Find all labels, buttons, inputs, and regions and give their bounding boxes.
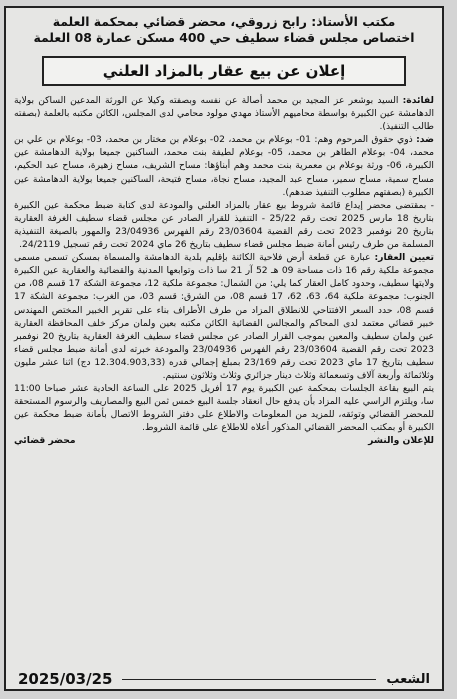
- footer-divider: [122, 679, 376, 680]
- paragraph-text: ذوي حقوق المرحوم وهم: 01- بوعلام بن محمد، 02- بوعلام بن مختار بن محمد، 03- بوعلام بن علي بن محمد، 04- بوعلام الطاهر بن محمد، 05- بوعلام لطيفة بنت محمد، الساكنين جميعا بولاية الدهامشة عين الكبيرة، 06- ورثة بوعلام بن معمرية بنت محمد وهم أبناؤها: مساح الشريف، مساح زهيرة، مساح عبد الحكيم، مساح سمية، مساح سمير، مساح عبد المجيد، مساح نجاة، مساح فتيحة، الساكنين جميعا بولاية الدهامشة عين الكبيرة (بصفتهم مطلوب التنفيذ ضدهم).: [14, 134, 434, 198]
- notice-title: إعلان عن بيع عقار بالمزاد العلني: [42, 56, 406, 86]
- paragraph-label: تعيين العقار:: [374, 252, 434, 264]
- publication-date: 2025/03/25: [18, 670, 113, 688]
- paragraph-beneficiary: [14, 94, 434, 133]
- publication-note: للإعلان والنشر: [368, 435, 434, 447]
- paragraph-property: [14, 251, 434, 382]
- newspaper-footer: [4, 667, 444, 691]
- paragraph-text: عبارة عن قطعة أرض فلاحية الكائنة بإقليم بلدية الدهامشة والمسماة بمسكن تسمى مسمى مجموعة ملكية رقم 16 ذات مساحة 09 هـ 52 آر 21 سا ذات وتوابعها المدنية والقضائية والعقارية عين الكبيرة ولايتها سطيف، وحدود كامل العقار كما يلي: من الشمال: مجموعة ملكية 12، مجموعة الشكة 17 قسم 08، من الجنوب: مجموعة ملكية 64، 63، 62، 17 قسم 08، من الشرق: قسم 03، من الغرب: مجموعة الشكة 17 قسم 08، حدد السعر الافتتاحي للانطلاق المزاد من طرف الأطراف بناء على تقرير الخبير المختص المهندس خبير قضائي معتمد لدى المحاكم والمجالس القضائية الكائن مكتبه بعين ولمان مركز خلف المحافظة العقارية عين ولمان سطيف والمعين بموجب القرار الصادر عن مجلس قضاء سطيف الغرفة العقارية بتاريخ 20 نوفمبر 2023 تحت رقم القضية 23/03604 رقم الفهرس 23/04936 والمودعة خبرته لدى أمانة ضبط مجلس قضاء سطيف بتاريخ 17 ماي 2023 تحت رقم 23/169 بمبلغ إجمالي قدره (12.304.903,33 دج) اثنا عشر مليون وثلاثمائة وأربعة آلاف وتسعمائة وثلاث دينار جزائري وثلاث وثلاثون سنتيم.: [14, 252, 435, 381]
- jurisdiction-line: اختصاص مجلس قضاء سطيف حي 400 مسكن عمارة 08 العلمة: [33, 30, 415, 45]
- legal-notice: [4, 6, 444, 691]
- paragraph-sale-date: [14, 382, 434, 434]
- notice-body: [14, 94, 434, 434]
- paragraph-against: [14, 133, 434, 198]
- paragraph-basis: [14, 199, 434, 251]
- paragraph-text: يتم البيع بقاعة الجلسات بمحكمة عين الكبيرة يوم 17 أفريل 2025 على الساعة الحادية عشر صباحا 11:00 سا، ويلتزم الراسي عليه المزاد بأن يدفع حال انعقاد جلسة البيع خمس ثمن البيع والمصاريف والرسوم المستحقة للمحضر القضائي وتوثقه، للمزيد من المعلومات والاطلاع على دفتر الشروط الاتصال بأمانة ضبط محكمة عين الكبيرة أو بمكتب المحضر القضائي المذكور أعلاه للاطلاع على قائمة الشروط.: [14, 383, 434, 434]
- bailiff-office-line: مكتب الأستاذ: رابح زروقي، محضر قضائي بمحكمة العلمة: [52, 14, 396, 29]
- paragraph-text: - بمقتضى محضر إيداع قائمة شروط بيع عقار بالمزاد العلني والمودعة لدى كتابة ضبط محكمة عين الكبيرة بتاريخ 18 مارس 2025 تحت رقم 25/22 - التنفيذ للقرار الصادر عن مجلس قضاء سطيف الغرفة العقارية بتاريخ 20 نوفمبر 2023 تحت رقم القضية 23/03604 رقم الفهرس 23/04936 والمهور بالصيغة التنفيذية المسلمة من طرف رئيس أمانة ضبط مجلس قضاء سطيف بتاريخ 26 ماي 2024 تحت رقم تسجيل 24/2119.: [14, 199, 434, 251]
- paragraph-label: لفائدة:: [402, 95, 434, 106]
- paragraph-label: ضد:: [416, 134, 434, 146]
- signature-row: [14, 434, 434, 447]
- paragraph-text: السيد بوشعر عز المجيد بن محمد أصالة عن نفسه وبصفته وكيلا عن الورثة المدعين الساكن بولاية الدهامشة عين الكبيرة بواسطة محاميهم الأستاذ مهدي مولود محامي لدى المجلس، الكائن مكتبه بالعلمة (بصفته طالب التنفيذ).: [14, 95, 434, 133]
- bailiff-signature: محضر قضائي: [14, 435, 76, 447]
- newspaper-name: الشعب: [386, 671, 430, 687]
